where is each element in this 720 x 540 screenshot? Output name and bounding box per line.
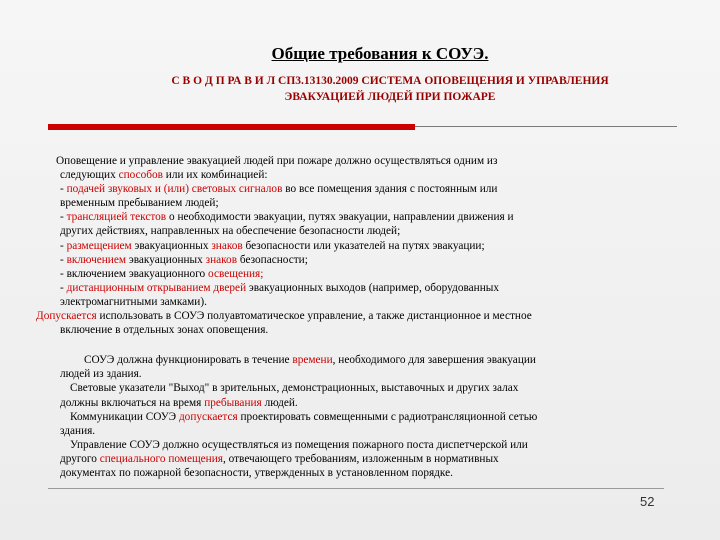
- bullet-dash: -: [60, 253, 67, 266]
- communications-highlight: допускается: [178, 410, 238, 423]
- duration-text: СОУЭ должна функционировать в течение: [84, 354, 293, 367]
- control-cont-end: документах по пожарной безопасности, утвержденных в установленном порядке.: [60, 466, 453, 479]
- list-item-sign-switching: [36, 253, 700, 267]
- communications-paragraph: [36, 410, 700, 438]
- bullet-text: - включением эвакуационного: [60, 267, 209, 280]
- subtitle-line-2: ЭВАКУАЦИЕЙ ЛЮДЕЙ ПРИ ПОЖАРЕ: [284, 91, 496, 103]
- bullet-highlight: включением: [66, 253, 127, 266]
- bullet-dash: -: [60, 211, 67, 224]
- communications-text: Коммуникации СОУЭ: [70, 410, 179, 423]
- slide-subtitle: [110, 73, 670, 105]
- duration-highlight: времени: [292, 354, 333, 367]
- allowed-text: использовать в СОУЭ полуавтоматическое управление, а также дистанционное и местное: [96, 310, 532, 323]
- bullet-text: эвакуационных: [131, 239, 212, 252]
- slide-title: Общие требования к СОУЭ.: [271, 44, 489, 63]
- list-item-lighting: [36, 267, 700, 281]
- communications-cont: здания.: [60, 424, 96, 437]
- bullet-dash: -: [60, 239, 67, 252]
- allowed-paragraph: [36, 309, 700, 337]
- bullet-highlight-2: знаков: [211, 239, 243, 252]
- control-highlight: специального помещения: [99, 452, 223, 465]
- exit-signs-cont: должны включаться на время: [60, 396, 205, 409]
- intro-text: Оповещение и управление эвакуацией людей при пожаре должно осуществляться одним из: [56, 155, 498, 167]
- list-item-door-opening: [36, 281, 700, 309]
- page-number: 52: [640, 494, 655, 509]
- exit-signs-paragraph: [36, 381, 700, 409]
- bullet-dash: -: [60, 183, 67, 196]
- intro-cont-end: или их комбинацией:: [162, 169, 268, 182]
- bullet-text: эвакуационных выходов (например, оборудованных: [246, 281, 500, 294]
- communications-text-end: проектировать совмещенными с радиотрансляционной сетью: [237, 410, 538, 423]
- bullet-highlight: трансляцией текстов: [66, 211, 167, 224]
- bullet-highlight-2: знаков: [205, 253, 238, 266]
- bullet-highlight: дистанционным открыванием дверей: [66, 281, 247, 294]
- list-item-sign-placement: [36, 239, 700, 253]
- exit-signs-highlight: пребывания: [204, 396, 262, 409]
- bullet-dash: -: [60, 281, 67, 294]
- list-item-text-broadcast: [36, 210, 700, 238]
- paragraph-gap: [36, 337, 700, 353]
- control-text: Управление СОУЭ должно осуществляться из помещения пожарного поста диспетчерской или: [70, 438, 528, 451]
- bullet-text: о необходимости эвакуации, путях эвакуации, направлении движения и: [166, 211, 514, 224]
- intro-highlight: способов: [118, 169, 163, 182]
- bullet-cont: других действиях, направленных на обеспечение безопасности людей;: [60, 225, 401, 238]
- intro-cont: следующих: [60, 169, 119, 182]
- allowed-highlight: Допускается: [36, 310, 97, 323]
- list-item-sound-signals: [36, 182, 700, 210]
- subtitle-line-1: С В О Д П РА В И Л СП3.13130.2009 СИСТЕМА ОПОВЕЩЕНИЯ И УПРАВЛЕНИЯ: [171, 75, 609, 87]
- footer-rule: [48, 488, 664, 489]
- bullet-text-end: безопасности или указателей на путях эвакуации;: [242, 239, 485, 252]
- duration-text-end: , необходимого для завершения эвакуации: [332, 354, 536, 367]
- bullet-highlight: размещением: [66, 239, 132, 252]
- slide-body: [36, 154, 700, 480]
- bullet-text: эвакуационных: [126, 253, 206, 266]
- control-paragraph: [36, 438, 700, 480]
- bullet-text-end: безопасности;: [237, 253, 308, 266]
- exit-signs-text: Световые указатели "Выход" в зрительных, демонстрационных, выставочных и других залах: [70, 382, 519, 395]
- header-rule: [415, 126, 677, 127]
- bullet-text: во все помещения здания с постоянным или: [282, 183, 498, 196]
- accent-bar: [48, 124, 415, 130]
- bullet-cont: электромагнитными замками).: [60, 295, 207, 308]
- duration-paragraph: [36, 353, 700, 381]
- allowed-cont: включение в отдельных зонах оповещения.: [60, 324, 269, 337]
- intro-paragraph: [36, 154, 700, 182]
- duration-cont: людей из здания.: [60, 368, 142, 381]
- bullet-cont: временным пребыванием людей;: [60, 197, 219, 210]
- control-cont: другого: [60, 452, 100, 465]
- exit-signs-cont-end: людей.: [261, 396, 298, 409]
- bullet-highlight: подачей звуковых и (или) световых сигналов: [66, 183, 283, 196]
- control-cont-mid: , отвечающего требованиям, изложенным в нормативных: [222, 452, 499, 465]
- bullet-highlight: освещения;: [208, 267, 264, 280]
